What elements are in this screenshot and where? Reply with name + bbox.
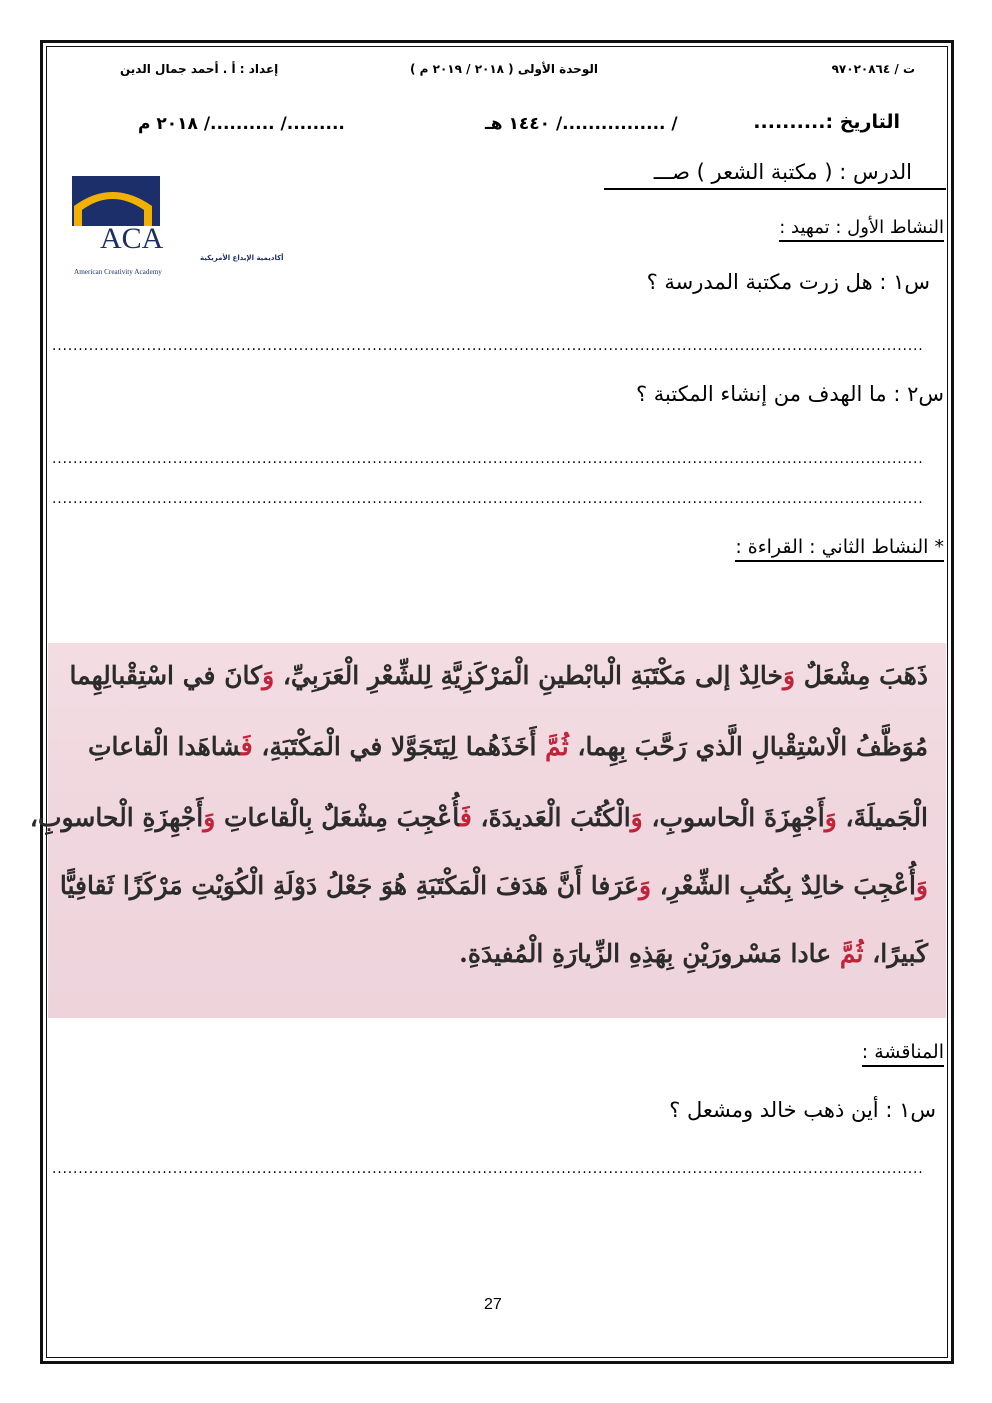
header-author: إعداد : أ . أحمد جمال الدين: [120, 62, 279, 76]
passage-line: ذَهَبَ مِشْعَلٌ وَخالِدٌ إلى مَكْتَبَةِ الْبابْطينِ الْمَرْكَزِيَّةِ لِلشِّعْرِ الْعَرَبِيِّ، وَكانَ في اسْتِقْبالِهِما: [69, 661, 928, 690]
discussion-question1: س١ : أين ذهب خالد ومشعل ؟: [669, 1098, 936, 1122]
answer-line-3[interactable]: ......................................................................................................................................................................: [52, 491, 924, 507]
aca-logo: [72, 176, 284, 280]
passage-line: مُوَظَّفُ الْاسْتِقْبالِ الَّذي رَحَّبَ بِهِما، ثُمَّ أَخَذَهُما لِيَتَجَوَّلا في الْمَكْتَبَةِ، فَشاهَدا الْقاعاتِ: [87, 732, 928, 761]
activity2-heading: [735, 536, 944, 558]
logo-english-name: American Creativity Academy: [74, 268, 162, 276]
activity1-question1: س١ : هل زرت مكتبة المدرسة ؟: [646, 270, 930, 294]
passage-line: وَأُعْجِبَ خالِدٌ بِكُتُبِ الشِّعْرِ، وَعَرَفا أَنَّ هَدَفَ الْمَكْتَبَةِ هُوَ جَعْلُ دَوْلَةِ الْكُوَيْتِ مَرْكَزًا ثَقافِيًّا: [59, 871, 928, 900]
activity1-heading-text: النشاط الأول : تمهيد :: [779, 217, 944, 242]
header-phone: ت / ٩٧٠٢٠٨٦٤: [831, 62, 915, 76]
lesson-underline: [604, 188, 946, 190]
discussion-heading: [862, 1041, 944, 1063]
activity2-heading-text: * النشاط الثاني : القراءة :: [735, 536, 944, 562]
activity1-heading: [779, 217, 944, 238]
passage-line: كَبيرًا، ثُمَّ عادا مَسْرورَيْنِ بِهَذِهِ الزِّيارَةِ الْمُفيدَةِ.: [459, 939, 928, 968]
answer-line-4[interactable]: ......................................................................................................................................................................: [52, 1161, 924, 1177]
answer-line-1[interactable]: ......................................................................................................................................................................: [52, 338, 924, 354]
date-gregorian: ........./ ........../ ٢٠١٨ م: [138, 114, 345, 134]
date-hijri: / ................/ ١٤٤٠ هـ: [485, 114, 678, 134]
header-unit: الوحدة الأولى ( ٢٠١٨ / ٢٠١٩ م ): [410, 62, 598, 76]
logo-brand-text: ACA: [100, 222, 164, 255]
lesson-title: الدرس : ( مكتبة الشعر ) صـــ: [653, 160, 912, 184]
date-label: التاريخ :..........: [753, 111, 900, 133]
passage-line: الْجَميلَةَ، وَأَجْهِزَةَ الْحاسوبِ، وَالْكُتُبَ الْعَديدَةَ، فَأُعْجِبَ مِشْعَلٌ بِالْقاعاتِ وَأَجْهِزَةِ الْحاسوبِ،: [29, 803, 928, 832]
answer-line-2[interactable]: ......................................................................................................................................................................: [52, 451, 924, 467]
reading-passage: [29, 643, 946, 1018]
aca-logo-graphic: [72, 176, 284, 280]
activity1-question2: س٢ : ما الهدف من إنشاء المكتبة ؟: [635, 382, 944, 406]
discussion-heading-text: المناقشة :: [862, 1041, 944, 1067]
logo-arabic-name: أكاديمية الإبداع الأمريكية: [200, 254, 284, 262]
page-number: 27: [484, 1296, 502, 1313]
